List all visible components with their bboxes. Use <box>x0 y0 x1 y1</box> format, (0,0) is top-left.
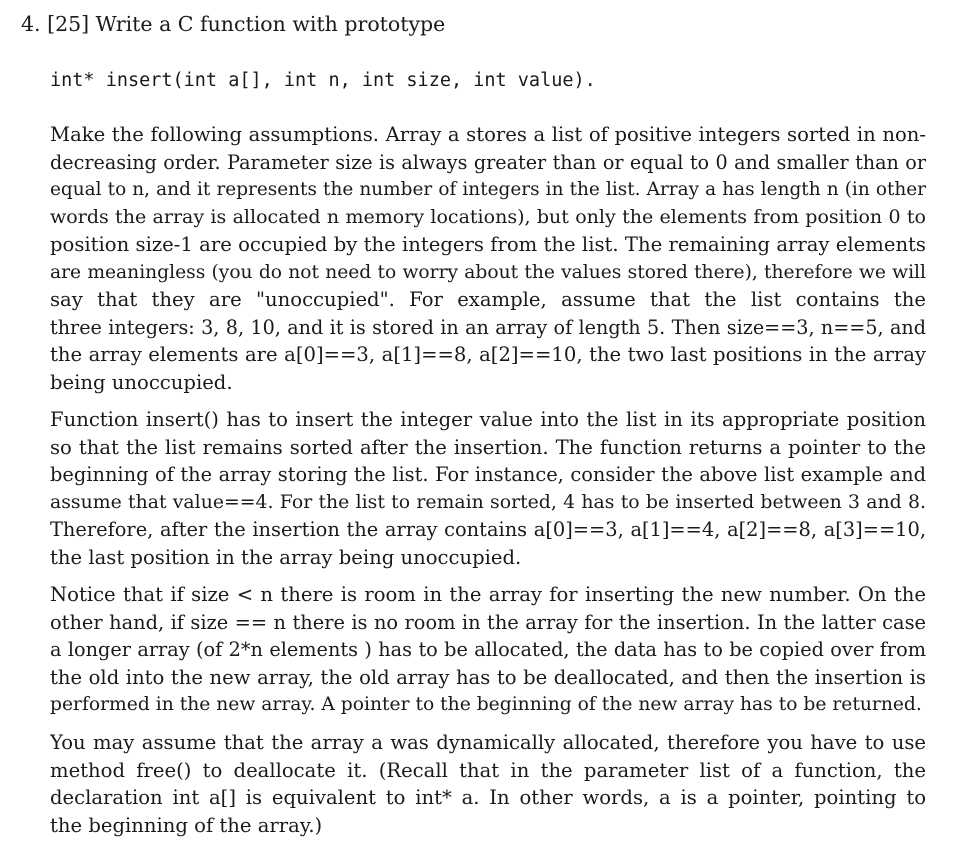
problem-heading: 4. [25] Write a C function with prototype <box>21 12 446 36</box>
paragraph-reallocation <box>50 581 926 719</box>
paragraph-line: performed in the new array. A pointer to the beginning of the new array has to be returned. <box>50 694 922 715</box>
paragraph-function-description <box>50 406 926 571</box>
paragraph-line: a longer array (of 2*n elements ) has to be allocated, the data has to be copied over from <box>50 638 926 661</box>
paragraph-line: declaration int a[] is equivalent to int* a. In other words, a is a pointer, pointing to <box>50 786 926 809</box>
paragraph-line: other hand, if size == n there is no room in the array for the insertion. In the latter case <box>50 610 926 634</box>
paragraph-line: the last position in the array being unoccupied. <box>50 545 522 569</box>
paragraph-line: method free() to deallocate it. (Recall that in the parameter list of a function, the <box>50 758 926 782</box>
paragraph-line: Notice that if size < n there is room in the array for inserting the new number. On the <box>50 583 926 606</box>
paragraph-line: assume that value==4. For the list to remain sorted, 4 has to be inserted between 3 and 8. <box>50 491 926 513</box>
paragraph-line: so that the list remains sorted after the insertion. The function returns a pointer to the <box>50 435 926 459</box>
paragraph-line: equal to n, and it represents the number of integers in the list. Array a has length n (in other <box>50 179 926 200</box>
paragraph-line: say that they are "unoccupied". For example, assume that the list contains the <box>50 288 926 311</box>
paragraph-line: Function insert() has to insert the integer value into the list in its appropriate position <box>50 408 926 431</box>
paragraph-line: the beginning of the array.) <box>50 813 323 837</box>
paragraph-line: Therefore, after the insertion the array contains a[0]==3, a[1]==4, a[2]==8, a[3]==10, <box>50 518 926 541</box>
paragraph-line: position size-1 are occupied by the integers from the list. The remaining array elements <box>50 233 926 256</box>
paragraph-free-note <box>50 729 926 839</box>
paragraph-line: the old into the new array, the old array has to be deallocated, and then the insertion is <box>50 665 926 689</box>
function-prototype: int* insert(int a[], int n, int size, int value). <box>50 70 596 91</box>
paragraph-line: words the array is allocated n memory locations), but only the elements from position 0 to <box>50 205 926 228</box>
paragraph-line: Make the following assumptions. Array a stores a list of positive integers sorted in non- <box>50 123 926 146</box>
paragraph-line: are meaningless (you do not need to worry about the values stored there), therefore we will <box>50 261 926 283</box>
paragraph-line: You may assume that the array a was dynamically allocated, therefore you have to use <box>50 731 926 754</box>
paragraph-assumptions <box>50 121 926 396</box>
paragraph-line: three integers: 3, 8, 10, and it is stored in an array of length 5. Then size==3, n==5, and <box>50 315 926 339</box>
paragraph-line: the array elements are a[0]==3, a[1]==8, a[2]==10, the two last positions in the array <box>50 343 926 366</box>
paragraph-line: being unoccupied. <box>50 370 233 394</box>
paragraph-line: decreasing order. Parameter size is always greater than or equal to 0 and smaller than or <box>50 150 926 174</box>
paragraph-line: beginning of the array storing the list. For instance, consider the above list example and <box>50 463 926 486</box>
